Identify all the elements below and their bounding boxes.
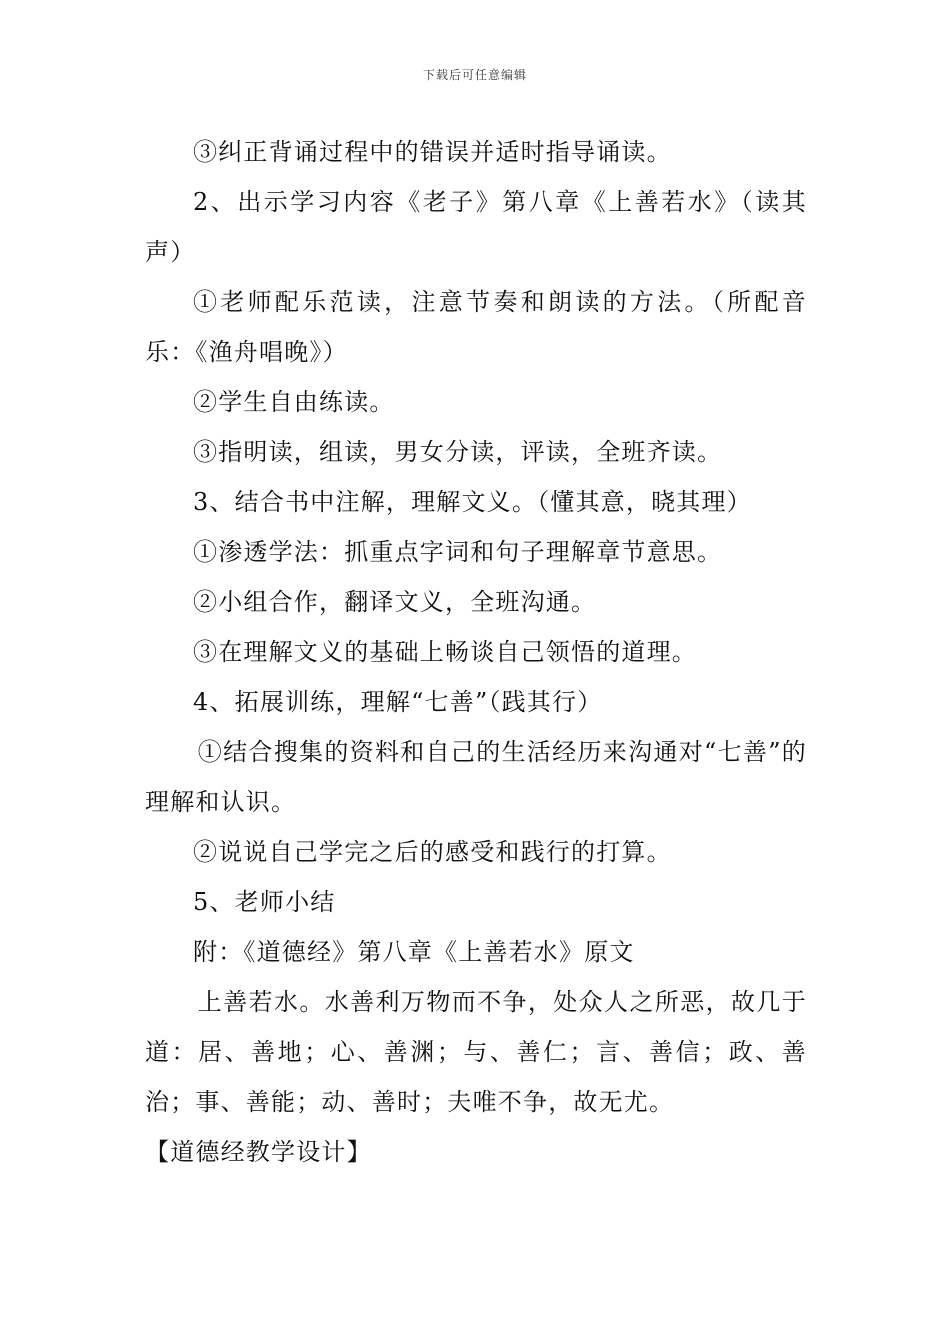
paragraph-10: 4、拓展训练，理解“七善”（践其行）	[193, 688, 603, 716]
paragraph-1: ③纠正背诵过程中的错误并适时指导诵读。	[193, 138, 672, 166]
paragraph-13: 5、老师小结	[193, 888, 336, 916]
page-header: 下载后可任意编辑	[422, 68, 527, 82]
document-body	[145, 127, 807, 1177]
paragraph-4: ②学生自由练读。	[193, 388, 395, 416]
paragraph-8: ②小组合作，翻译文义，全班沟通。	[193, 588, 597, 616]
paragraph-3: ①老师配乐范读，注意节奏和朗读的方法。（所配音乐：《渔舟唱晚》）	[145, 288, 807, 366]
paragraph-14: 附：《道德经》第八章《上善若水》原文	[193, 938, 635, 966]
paragraph-7: ①渗透学法：抓重点字词和句子理解章节意思。	[193, 538, 723, 566]
paragraph-2: 2、出示学习内容《老子》第八章《上善若水》（读其声）	[145, 188, 807, 266]
paragraph-9: ③在理解文义的基础上畅谈自己领悟的道理。	[193, 638, 697, 666]
paragraph-15: 上善若水。水善利万物而不争，处众人之所恶，故几于道：居、善地；心、善渊；与、善仁；言、善信；政、善治；事、善能；动、善时；夫唯不争，故无尤。	[145, 988, 807, 1116]
paragraph-12: ②说说自己学完之后的感受和践行的打算。	[193, 838, 672, 866]
paragraph-6: 3、结合书中注解，理解文义。（懂其意，晓其理）	[193, 488, 752, 516]
paragraph-11: ①结合搜集的资料和自己的生活经历来沟通对“七善”的理解和认识。	[145, 738, 807, 816]
paragraph-5: ③指明读，组读，男女分读，评读，全班齐读。	[193, 438, 723, 466]
section-title: 【道德经教学设计】	[145, 1138, 372, 1166]
